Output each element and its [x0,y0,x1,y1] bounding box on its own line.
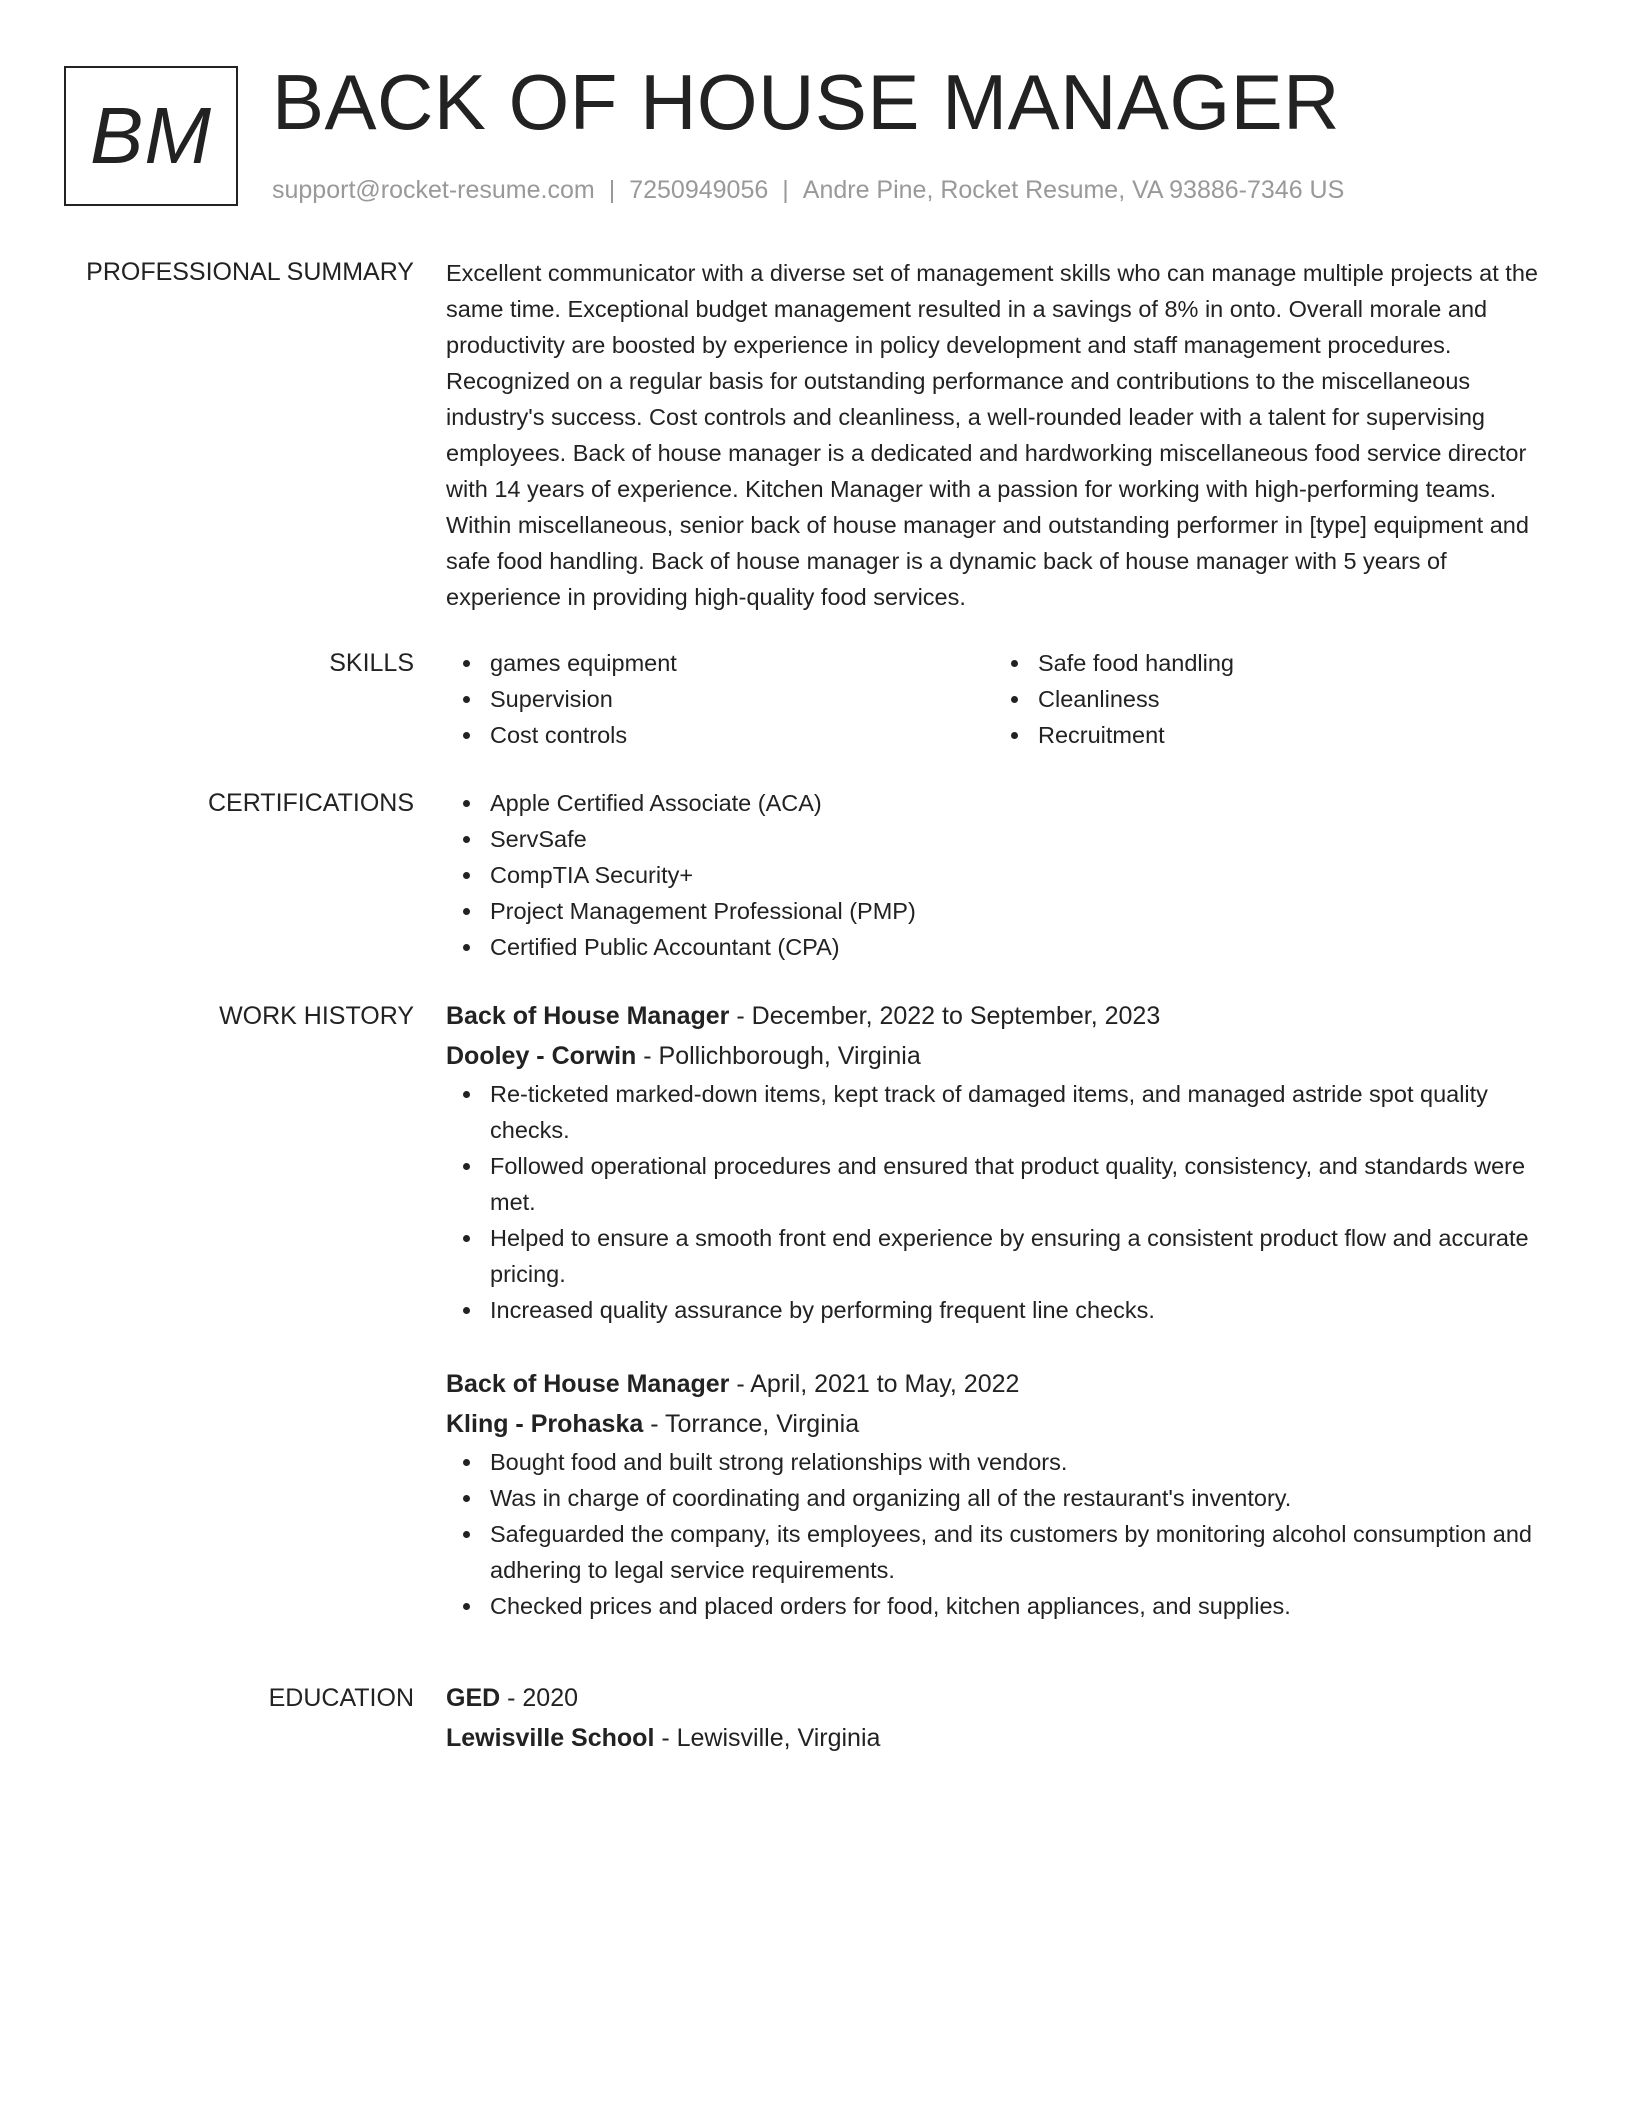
job-duty-item: Re-ticketed marked-down items, kept track of damaged items, and managed astride spot quality checks. [446,1076,1558,1148]
certification-item: Project Management Professional (PMP) [446,893,1558,929]
job-company: Kling - Prohaska [446,1410,644,1438]
education-degree-line [446,1678,1558,1718]
monogram-badge: BM [64,66,238,206]
contact-separator: | [782,176,789,204]
education-year: - 2020 [500,1684,579,1712]
work-history-body [446,996,1558,1624]
job-location: - Torrance, Virginia [643,1410,860,1438]
skills-heading: SKILLS [329,649,414,677]
job-duty-item: Followed operational procedures and ensured that product quality, consistency, and standards were met. [446,1148,1558,1220]
skill-item: Cleanliness [994,681,1542,717]
job-duty-item: Was in charge of coordinating and organizing all of the restaurant's inventory. [446,1480,1558,1516]
skill-item: Cost controls [446,717,994,753]
skill-item: Recruitment [994,717,1542,753]
skills-column-left [446,645,994,753]
education-heading: EDUCATION [268,1684,414,1712]
contact-separator: | [608,176,616,204]
summary-body [446,255,1558,615]
skill-item: games equipment [446,645,994,681]
job-company-line [446,1404,1558,1444]
job-duty-item: Increased quality assurance by performing frequent line checks. [446,1292,1558,1328]
job-company: Dooley - Corwin [446,1042,637,1070]
job-duties-list [446,1076,1558,1328]
certifications-heading: CERTIFICATIONS [207,789,414,817]
certification-item: Certified Public Accountant (CPA) [446,929,1558,965]
job-entry [446,996,1558,1328]
job-dates: - December, 2022 to September, 2023 [729,1002,1161,1030]
skill-item: Safe food handling [994,645,1542,681]
job-title: Back of House Manager [446,1002,730,1030]
summary-heading: PROFESSIONAL SUMMARY [86,258,414,286]
work-history-heading: WORK HISTORY [219,1002,414,1030]
skills-list [446,645,1558,753]
contact-email[interactable]: support@rocket-resume.com [272,176,595,204]
skills-column-right [994,645,1542,753]
job-duty-item: Safeguarded the company, its employees, and its customers by monitoring alcohol consumption and adhering to legal service requirements. [446,1516,1558,1588]
contact-line [272,172,1344,208]
job-duty-item: Helped to ensure a smooth front end experience by ensuring a consistent product flow and accurate pricing. [446,1220,1558,1292]
education-school-line [446,1718,1558,1758]
education-degree: GED [446,1684,501,1712]
job-duty-item: Checked prices and placed orders for food, kitchen appliances, and supplies. [446,1588,1558,1624]
job-entry [446,1364,1558,1624]
education-location: - Lewisville, Virginia [654,1724,881,1752]
resume-title: BACK OF HOUSE MANAGER [272,58,1340,146]
job-location: - Pollichborough, Virginia [636,1042,921,1070]
certifications-list [446,785,1558,965]
job-title-line [446,1364,1558,1404]
certifications-body [446,785,1558,965]
job-duty-item: Bought food and built strong relationships with vendors. [446,1444,1558,1480]
job-title: Back of House Manager [446,1370,730,1398]
education-body [446,1678,1558,1758]
job-company-line [446,1036,1558,1076]
skill-item: Supervision [446,681,994,717]
contact-address: Andre Pine, Rocket Resume, VA 93886-7346 US [802,176,1345,204]
job-dates: - April, 2021 to May, 2022 [729,1370,1020,1398]
certification-item: ServSafe [446,821,1558,857]
certification-item: Apple Certified Associate (ACA) [446,785,1558,821]
summary-text: Excellent communicator with a diverse set of management skills who can manage multiple projects at the same time. Exceptional budget management resulted in a savings of 8% in onto. Overall morale and productivity are boosted by experience in policy development and staff management procedures. Recognized on a regular basis for outstanding performance and contributions to the miscellaneous industry's success. Cost controls and cleanliness, a well-rounded leader with a talent for supervising employees. Back of house manager is a dedicated and hardworking miscellaneous food service director with 14 years of experience. Kitchen Manager with a passion for working with high-performing teams. Within miscellaneous, senior back of house manager and outstanding performer in [type] equipment and safe food handling. Back of house manager is a dynamic back of house manager with 5 years of experience in providing high-quality food services. [446,260,1538,610]
contact-phone[interactable]: 7250949056 [629,176,769,204]
certification-item: CompTIA Security+ [446,857,1558,893]
job-duties-list [446,1444,1558,1624]
job-title-line [446,996,1558,1036]
education-school: Lewisville School [446,1724,655,1752]
